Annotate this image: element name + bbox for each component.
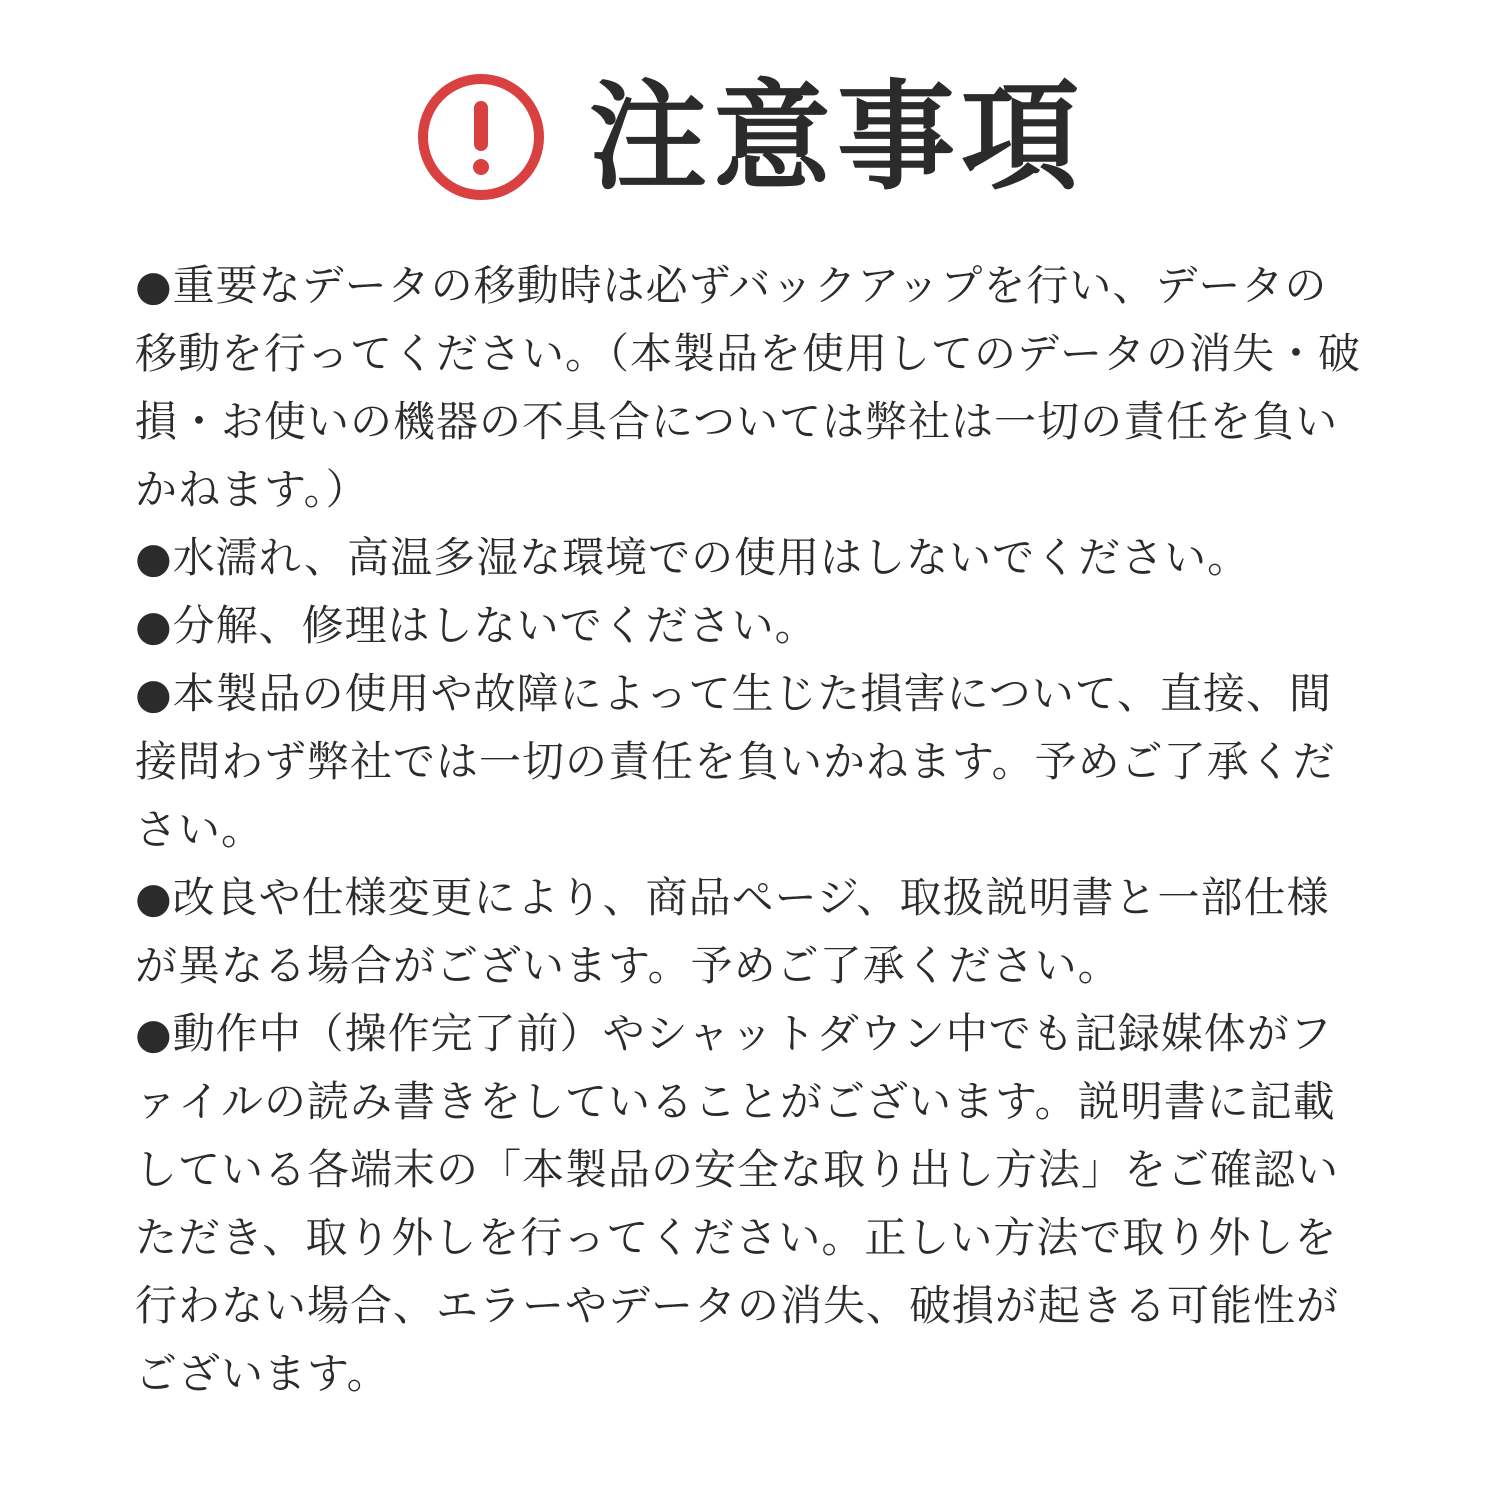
note-item: ●動作中（操作完了前）やシャットダウン中でも記録媒体がファイルの読み書きをしていることがございます。説明書に記載している各端末の「本製品の安全な取り出し方法」をご確認いただき、取り外しを行ってください。正しい方法で取り外しを行わない場合、エラーやデータの消失、破損が起きる可能性がございます。	[135, 1009, 1340, 1398]
note-item: ●重要なデータの移動時は必ずバックアップを行い、データの移動を行ってください。（本製品を使用してのデータの消失・破損・お使いの機器の不具合については弊社は一切の責任を負いかねます。）	[135, 261, 1362, 514]
note-item: ●改良や仕様変更により、商品ページ、取扱説明書と一部仕様が異なる場合がございます。予めご了承ください。	[135, 873, 1330, 990]
exclamation-circle-icon	[415, 71, 547, 203]
page-title: 注意事項	[588, 68, 1085, 206]
note-item: ●本製品の使用や故障によって生じた損害について、直接、間接問わず弊社では一切の責任を負いかねます。予めご了承ください。	[135, 669, 1336, 854]
note-item: ●分解、修理はしないでください。	[135, 601, 818, 650]
notes-list	[135, 252, 1365, 1408]
header	[0, 62, 1500, 212]
note-item: ●水濡れ、高温多湿な環境での使用はしないでください。	[135, 533, 1251, 582]
